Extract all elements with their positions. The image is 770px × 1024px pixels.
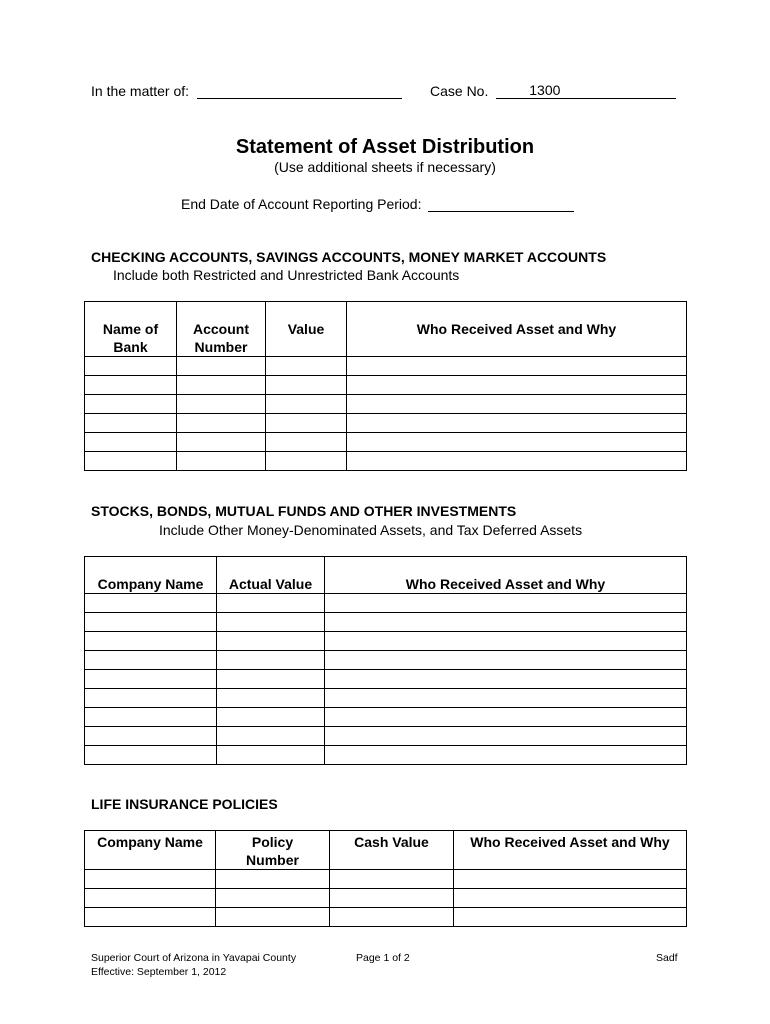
table-row <box>85 452 687 471</box>
col-cash-value: Cash Value <box>330 831 454 870</box>
case-line <box>430 83 676 99</box>
table-header-row <box>85 831 687 870</box>
table-row <box>85 689 687 708</box>
stocks-subheading: Include Other Money-Denominated Assets, and Tax Deferred Assets <box>159 522 583 538</box>
col-value: Value <box>266 302 347 357</box>
col-policy-number: Policy Number <box>216 831 330 870</box>
table-row <box>85 870 687 889</box>
case-field[interactable] <box>496 83 676 99</box>
col-company-name: Company Name <box>85 831 216 870</box>
table-row <box>85 414 687 433</box>
end-date-label: End Date of Account Reporting Period: <box>181 196 422 212</box>
table-row <box>85 433 687 452</box>
table-header-row <box>85 302 687 357</box>
table-row <box>85 908 687 927</box>
table-row <box>85 889 687 908</box>
col-actual-value: Actual Value <box>217 557 325 594</box>
case-value: 1300 <box>529 82 561 98</box>
col-name-of-bank: Name of Bank <box>85 302 177 357</box>
checking-subheading: Include both Restricted and Unrestricted Bank Accounts <box>113 267 460 283</box>
table-row <box>85 708 687 727</box>
end-date-field[interactable] <box>428 196 574 212</box>
matter-label: In the matter of: <box>91 83 190 99</box>
page-title: Statement of Asset Distribution <box>235 136 535 158</box>
matter-line <box>91 83 402 99</box>
table-row <box>85 746 687 765</box>
col-who-received: Who Received Asset and Why <box>454 831 687 870</box>
life-table <box>84 830 687 927</box>
table-row <box>85 727 687 746</box>
table-row <box>85 395 687 414</box>
table-row <box>85 670 687 689</box>
table-row <box>85 651 687 670</box>
col-who-received: Who Received Asset and Why <box>325 557 687 594</box>
table-row <box>85 613 687 632</box>
col-account-number: Account Number <box>177 302 266 357</box>
table-row <box>85 376 687 395</box>
table-row <box>85 357 687 376</box>
footer-court-info <box>91 951 296 979</box>
case-label: Case No. <box>430 83 489 99</box>
table-row <box>85 632 687 651</box>
col-company-name: Company Name <box>85 557 217 594</box>
table-row <box>85 594 687 613</box>
checking-heading: CHECKING ACCOUNTS, SAVINGS ACCOUNTS, MONEY MARKET ACCOUNTS <box>91 249 607 265</box>
stocks-heading: STOCKS, BONDS, MUTUAL FUNDS AND OTHER INVESTMENTS <box>91 503 517 519</box>
footer-page: Page 1 of 2 <box>356 952 410 964</box>
footer-code: Sadf <box>656 952 678 964</box>
footer-effective: Effective: September 1, 2012 <box>91 966 227 978</box>
col-who-received: Who Received Asset and Why <box>347 302 687 357</box>
matter-field[interactable] <box>197 83 402 99</box>
end-date-line <box>181 196 574 212</box>
table-header-row <box>85 557 687 594</box>
stocks-table <box>84 556 687 765</box>
page-subtitle: (Use additional sheets if necessary) <box>274 159 496 175</box>
checking-table <box>84 301 687 471</box>
footer-court: Superior Court of Arizona in Yavapai County <box>91 952 297 964</box>
life-heading: LIFE INSURANCE POLICIES <box>91 796 278 812</box>
